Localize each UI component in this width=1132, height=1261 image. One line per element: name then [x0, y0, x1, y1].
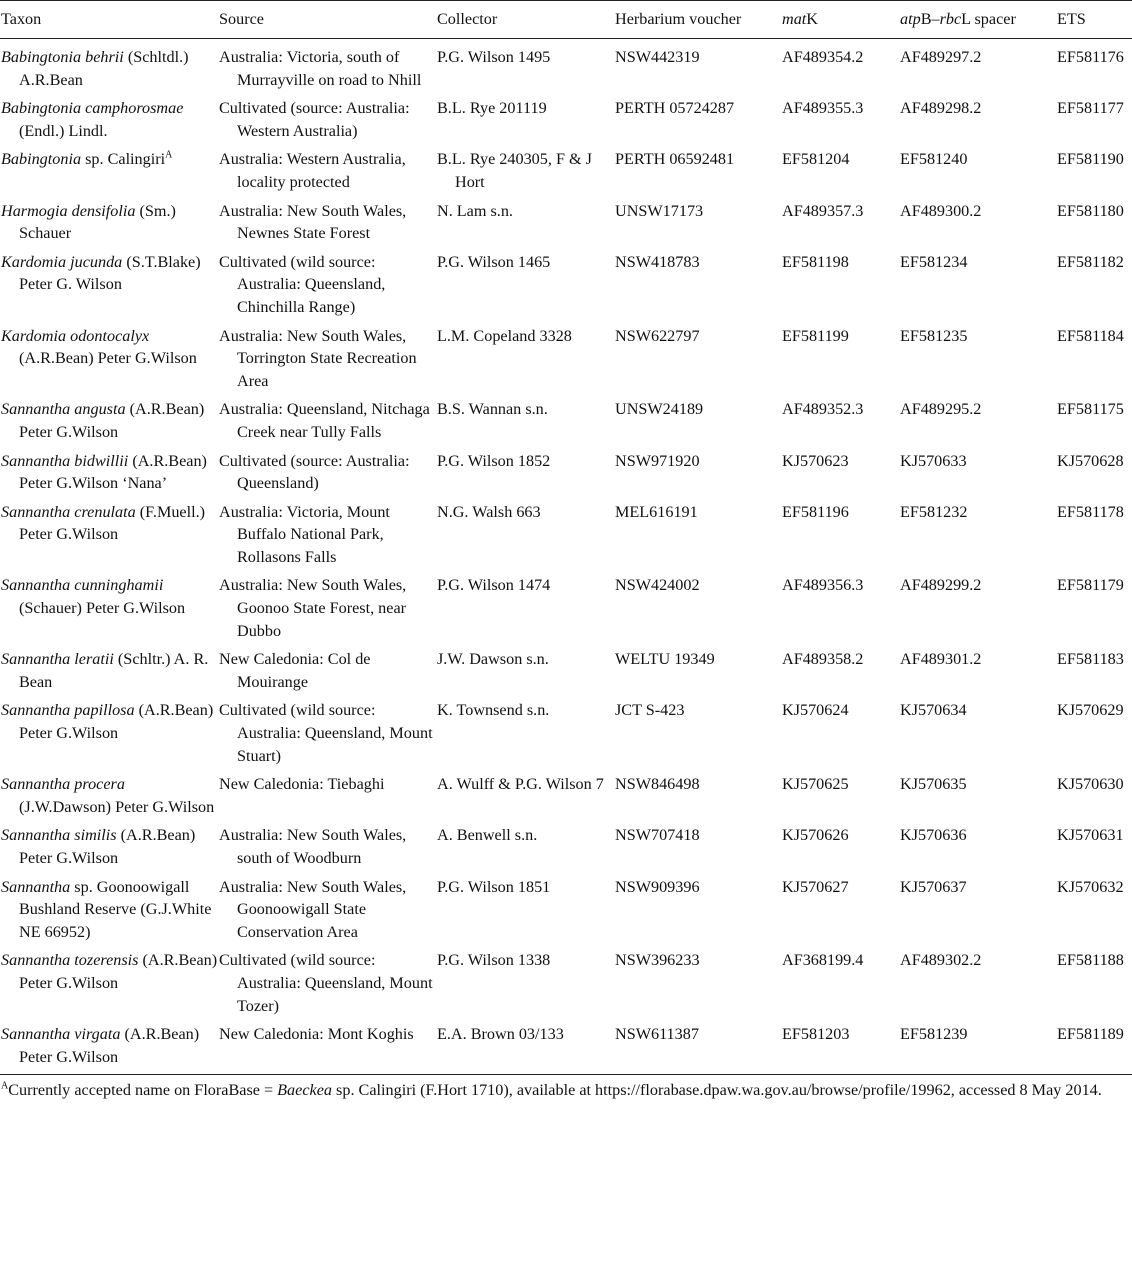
footnote-text-after: sp. Calingiri (F.Hort 1710), available at https://florabase.dpaw.wa.gov.au/browse/profile/19962, accessed 8 May 2014. [332, 1081, 1102, 1100]
taxon-author: (Schauer) Peter G.Wilson [19, 599, 186, 618]
header-source: Source [218, 1, 436, 39]
cell-atpb-rbcl: EF581235 [900, 326, 968, 345]
taxon-genus: Sannantha [1, 951, 71, 970]
taxon-name [1, 824, 218, 869]
cell-source [218, 444, 436, 495]
cell-herbarium-voucher: NSW442319 [615, 48, 700, 66]
cell-source-text: Australia: Victoria, Mount Buffalo National Park, Rollasons Falls [219, 502, 390, 566]
taxon-epithet: procera [74, 775, 125, 794]
header-matk-rest: K [806, 10, 818, 29]
cell-source-text: Australia: Western Australia, locality protected [219, 150, 406, 191]
taxon-epithet: cunninghamii [74, 576, 164, 595]
taxon-author: (A.R.Bean) Peter G.Wilson [19, 951, 218, 992]
taxon-genus: Harmogia [1, 201, 68, 220]
table-row [0, 568, 1132, 642]
cell-source [218, 767, 436, 818]
cell-taxon [0, 319, 218, 393]
cell-atpb-rbcl: AF489300.2 [900, 201, 982, 220]
cell-source-text: Australia: New South Wales, Goonoowigall State Conservation Area [219, 877, 407, 941]
cell-collector [436, 818, 614, 869]
cell-herbarium-voucher: NSW611387 [614, 1017, 781, 1075]
cell-source-text: Australia: Queensland, Nitchaga Creek near Tully Falls [219, 400, 430, 441]
taxon-name [1, 648, 218, 693]
cell-collector-text: K. Townsend s.n. [437, 701, 550, 720]
taxon-genus: Babingtonia [1, 150, 82, 169]
cell-collector-text: P.G. Wilson 1474 [437, 576, 551, 595]
cell-source [218, 91, 436, 142]
cell-matk: KJ570627 [782, 877, 849, 896]
cell-source-text: Australia: New South Wales, Torrington State Recreation Area [219, 326, 417, 390]
cell-atpb-rbcl: KJ570635 [900, 775, 967, 794]
cell-source-text: New Caledonia: Mont Koghis [219, 1025, 414, 1044]
taxon-epithet: densifolia [71, 201, 136, 220]
cell-collector [436, 767, 614, 818]
footnote-marker: A [1, 1080, 9, 1092]
header-row [0, 1, 1132, 39]
cell-source-text: Australia: New South Wales, south of Woodburn [219, 826, 407, 867]
cell-atpb-rbcl: EF581239 [899, 1017, 1056, 1075]
cell-source [218, 495, 436, 569]
cell-taxon [0, 392, 218, 443]
cell-matk: EF581198 [782, 252, 849, 271]
cell-ets: EF581188 [1057, 951, 1124, 970]
cell-atpb-rbcl: AF489301.2 [900, 650, 982, 669]
cell-collector-text: B.L. Rye 201119 [437, 99, 547, 118]
cell-collector-text: P.G. Wilson 1465 [437, 252, 551, 271]
cell-matk: AF489356.3 [782, 576, 864, 595]
cell-taxon [0, 870, 218, 944]
cell-taxon [0, 642, 218, 693]
cell-source-text: Cultivated (wild source: Australia: Queensland, Mount Tozer) [219, 951, 433, 1015]
cell-taxon [0, 444, 218, 495]
header-matk [781, 1, 899, 39]
taxon-genus: Sannantha [1, 775, 71, 794]
taxon-author: (A.R.Bean) Peter G.Wilson [19, 400, 205, 441]
cell-atpb-rbcl: EF581234 [900, 252, 968, 271]
cell-collector [436, 91, 614, 142]
taxon-author: (S.T.Blake) Peter G. Wilson [19, 252, 201, 294]
cell-collector-text: P.G. Wilson 1495 [437, 48, 551, 66]
taxon-name [1, 251, 218, 296]
taxon-name [1, 699, 218, 744]
taxon-epithet: virgata [74, 1025, 121, 1044]
header-rbc-rest: L spacer [961, 10, 1016, 29]
taxon-name [1, 148, 218, 171]
cell-atpb-rbcl: AF489299.2 [900, 576, 982, 595]
cell-matk: AF489354.2 [782, 48, 864, 66]
cell-matk: KJ570626 [782, 826, 849, 845]
taxon-name [1, 46, 218, 91]
taxon-author: (A.R.Bean) Peter G.Wilson [19, 701, 214, 743]
table-row [0, 818, 1132, 869]
cell-collector-text: J.W. Dawson s.n. [437, 650, 549, 669]
table-row [0, 495, 1132, 569]
taxon-genus: Sannantha [1, 576, 71, 595]
taxon-author: sp. Goonoowigall Bushland Reserve (G.J.White NE 66952) [19, 877, 212, 941]
taxon-genus: Kardomia [1, 326, 67, 345]
cell-source-text: New Caledonia: Col de Mouirange [219, 650, 371, 691]
cell-ets: EF581190 [1057, 150, 1124, 169]
cell-taxon [0, 693, 218, 767]
cell-matk: KJ570623 [782, 451, 849, 470]
cell-atpb-rbcl: EF581240 [900, 150, 968, 169]
header-atp-rest: B– [920, 10, 940, 29]
cell-source [218, 392, 436, 443]
taxon-genus: Sannantha [1, 502, 71, 521]
cell-taxon [0, 495, 218, 569]
taxon-name [1, 398, 218, 443]
table-row [0, 245, 1132, 319]
taxon-name [1, 574, 218, 619]
cell-collector-text: N.G. Walsh 663 [437, 502, 541, 521]
taxon-epithet: crenulata [74, 502, 136, 521]
cell-source [218, 642, 436, 693]
cell-herbarium-voucher: NSW909396 [615, 877, 700, 896]
table-row [0, 870, 1132, 944]
cell-collector-text: B.L. Rye 240305, F & J Hort [437, 150, 592, 191]
table-body [0, 39, 1132, 1075]
cell-taxon [0, 142, 218, 193]
taxon-genus: Sannantha [1, 877, 71, 896]
cell-matk: AF489352.3 [782, 400, 864, 419]
cell-collector [436, 870, 614, 944]
taxon-author: (Endl.) Lindl. [19, 121, 108, 140]
cell-collector-text: E.A. Brown 03/133 [437, 1025, 564, 1044]
cell-matk: EF581203 [781, 1017, 899, 1075]
taxon-epithet: tozerensis [74, 951, 139, 970]
cell-ets: EF581179 [1057, 576, 1124, 595]
cell-collector [436, 39, 614, 92]
cell-herbarium-voucher: UNSW24189 [615, 400, 704, 419]
cell-herbarium-voucher: NSW707418 [615, 826, 700, 845]
header-matk-italic: mat [782, 10, 807, 29]
cell-ets: EF581180 [1057, 201, 1124, 220]
taxon-epithet: angusta [74, 400, 126, 419]
cell-taxon [0, 818, 218, 869]
cell-ets: EF581184 [1057, 326, 1124, 345]
cell-matk: EF581204 [782, 150, 850, 169]
taxon-genus: Babingtonia [1, 99, 82, 118]
table-row [0, 39, 1132, 92]
cell-collector-text: P.G. Wilson 1852 [437, 451, 551, 470]
cell-atpb-rbcl: KJ570633 [900, 451, 967, 470]
cell-collector [436, 245, 614, 319]
taxon-author: (A.R.Bean) Peter G.Wilson ‘Nana’ [19, 451, 207, 493]
cell-source [218, 568, 436, 642]
table-row [0, 392, 1132, 443]
cell-taxon [0, 943, 218, 1017]
cell-herbarium-voucher: MEL616191 [615, 502, 698, 521]
header-taxon: Taxon [0, 1, 218, 39]
cell-collector-text: N. Lam s.n. [437, 201, 513, 220]
cell-herbarium-voucher: NSW846498 [615, 775, 700, 794]
taxon-author: (A.R.Bean) Peter G.Wilson [19, 349, 197, 368]
cell-herbarium-voucher: NSW622797 [615, 326, 700, 345]
cell-herbarium-voucher: NSW971920 [615, 451, 700, 470]
cell-source [218, 245, 436, 319]
cell-source [218, 693, 436, 767]
cell-matk: AF489355.3 [782, 99, 864, 118]
taxon-genus: Sannantha [1, 400, 71, 419]
cell-taxon [0, 91, 218, 142]
header-herbarium-voucher: Herbarium voucher [614, 1, 781, 39]
taxon-author: (F.Muell.) Peter G.Wilson [19, 502, 206, 544]
cell-ets: EF581175 [1057, 400, 1124, 419]
table-header [0, 1, 1132, 39]
cell-atpb-rbcl: KJ570636 [900, 826, 967, 845]
cell-source-text: Cultivated (wild source: Australia: Queensland, Chinchilla Range) [219, 252, 386, 316]
cell-herbarium-voucher: NSW424002 [615, 576, 700, 595]
cell-matk: AF368199.4 [782, 951, 864, 970]
cell-atpb-rbcl: KJ570634 [900, 701, 967, 720]
cell-source [218, 870, 436, 944]
cell-herbarium-voucher: PERTH 05724287 [615, 99, 735, 118]
cell-collector-text: B.S. Wannan s.n. [437, 400, 548, 419]
cell-matk: EF581199 [782, 326, 849, 345]
cell-source [218, 39, 436, 92]
cell-source-text: Australia: New South Wales, Goonoo State Forest, near Dubbo [219, 576, 407, 640]
cell-herbarium-voucher: NSW396233 [615, 951, 700, 970]
taxon-author: (A.R.Bean) Peter G.Wilson [19, 1025, 200, 1066]
taxon-epithet: jucunda [70, 252, 123, 271]
cell-source-text: Australia: Victoria, south of Murrayville on road to Nhill [219, 48, 422, 89]
cell-collector [436, 568, 614, 642]
cell-source [218, 319, 436, 393]
cell-atpb-rbcl: AF489295.2 [900, 400, 982, 419]
cell-matk: AF489357.3 [782, 201, 864, 220]
taxon-genus: Sannantha [1, 650, 71, 669]
table-row [0, 943, 1132, 1017]
taxon-genus: Kardomia [1, 252, 67, 271]
cell-atpb-rbcl: AF489298.2 [900, 99, 982, 118]
cell-ets: KJ570628 [1057, 451, 1124, 470]
cell-ets: EF581183 [1057, 650, 1124, 669]
cell-herbarium-voucher: NSW418783 [615, 252, 700, 271]
cell-herbarium-voucher: WELTU 19349 [615, 650, 715, 669]
taxon-genus: Babingtonia [1, 48, 82, 66]
cell-taxon [0, 39, 218, 92]
cell-source [218, 142, 436, 193]
cell-ets: KJ570630 [1057, 775, 1124, 794]
cell-collector [436, 642, 614, 693]
taxon-name [1, 876, 218, 944]
taxon-author: (Schltr.) A. R. Bean [19, 650, 209, 691]
taxon-genus: Sannantha [1, 1025, 71, 1044]
table-row [0, 319, 1132, 393]
cell-matk: AF489358.2 [782, 650, 864, 669]
taxon-name [1, 325, 218, 370]
cell-source [218, 943, 436, 1017]
cell-taxon [0, 767, 218, 818]
cell-ets: EF581182 [1057, 252, 1124, 271]
header-ets: ETS [1056, 1, 1132, 39]
taxon-name [1, 450, 218, 495]
taxon-epithet: camphorosmae [85, 99, 184, 118]
cell-ets: EF581177 [1057, 99, 1124, 118]
taxon-genus: Sannantha [1, 451, 71, 470]
cell-collector-text: A. Wulff & P.G. Wilson 7 [437, 775, 604, 794]
taxon-epithet: bidwillii [74, 451, 129, 470]
cell-collector [436, 444, 614, 495]
table-row [0, 1017, 1132, 1075]
table-row [0, 91, 1132, 142]
taxon-author: (A.R.Bean) Peter G.Wilson [19, 826, 196, 867]
cell-collector-text: A. Benwell s.n. [437, 826, 538, 845]
header-atp-italic: atp [900, 10, 921, 29]
cell-taxon [0, 1017, 218, 1075]
taxon-epithet: leratii [74, 650, 114, 669]
taxon-epithet: papillosa [74, 701, 135, 720]
cell-ets: EF581178 [1057, 502, 1124, 521]
cell-source-text: New Caledonia: Tiebaghi [219, 775, 385, 794]
cell-matk: EF581196 [782, 502, 849, 521]
cell-collector [436, 943, 614, 1017]
header-rbc-italic: rbc [939, 10, 962, 29]
taxon-name [1, 97, 218, 142]
cell-atpb-rbcl: KJ570637 [900, 877, 967, 896]
cell-ets: KJ570631 [1057, 826, 1124, 845]
cell-ets: EF581189 [1056, 1017, 1132, 1075]
taxon-author: (J.W.Dawson) Peter G.Wilson [19, 797, 215, 816]
cell-collector [436, 1017, 614, 1075]
cell-collector [436, 194, 614, 245]
cell-herbarium-voucher: JCT S-423 [615, 701, 685, 720]
taxon-epithet: behrii [85, 48, 124, 66]
footnote-text [1, 1079, 1132, 1102]
table-row [0, 767, 1132, 818]
cell-taxon [0, 194, 218, 245]
taxon-name [1, 773, 218, 818]
taxon-author: (Schltdl.) A.R.Bean [19, 48, 189, 89]
table-footnote [0, 1075, 1132, 1102]
cell-source-text: Cultivated (wild source: Australia: Queensland, Mount Stuart) [219, 701, 433, 765]
taxon-epithet: odontocalyx [70, 326, 150, 345]
cell-source-text: Australia: New South Wales, Newnes State Forest [219, 201, 407, 243]
cell-collector-text: P.G. Wilson 1851 [437, 877, 551, 896]
cell-collector-text: L.M. Copeland 3328 [437, 326, 572, 345]
header-collector: Collector [436, 1, 614, 39]
taxon-genus: Sannantha [1, 701, 71, 720]
cell-atpb-rbcl: AF489302.2 [900, 951, 982, 970]
taxon-genus: Sannantha [1, 826, 71, 845]
cell-source [218, 1017, 436, 1075]
footnote-genus: Baeckea [277, 1081, 332, 1100]
cell-source-text: Cultivated (source: Australia: Western Australia) [219, 99, 410, 140]
header-atpb-rbcl-spacer [899, 1, 1056, 39]
table-row [0, 194, 1132, 245]
taxon-name [1, 200, 218, 245]
table-row [0, 444, 1132, 495]
taxon-epithet: similis [74, 826, 117, 845]
cell-ets: KJ570632 [1057, 877, 1124, 896]
table-row [0, 142, 1132, 193]
taxon-footnote-marker: A [165, 149, 173, 161]
cell-collector [436, 142, 614, 193]
cell-source [218, 194, 436, 245]
cell-atpb-rbcl: AF489297.2 [900, 48, 982, 66]
table-row [0, 693, 1132, 767]
cell-collector [436, 693, 614, 767]
cell-collector [436, 319, 614, 393]
cell-source-text: Cultivated (source: Australia: Queensland) [219, 451, 410, 493]
taxon-name [1, 949, 218, 994]
table-row [0, 642, 1132, 693]
footnote-text-before: Currently accepted name on FloraBase = [8, 1081, 278, 1100]
cell-taxon [0, 245, 218, 319]
cell-atpb-rbcl: EF581232 [900, 502, 968, 521]
cell-source [218, 818, 436, 869]
cell-collector-text: P.G. Wilson 1338 [437, 951, 551, 970]
cell-herbarium-voucher: UNSW17173 [615, 201, 704, 220]
cell-collector [436, 392, 614, 443]
taxon-author: sp. Calingiri [81, 150, 166, 169]
cell-matk: KJ570625 [782, 775, 849, 794]
taxon-author: (Sm.) Schauer [19, 201, 176, 243]
cell-matk: KJ570624 [782, 701, 849, 720]
cell-ets: EF581176 [1057, 48, 1124, 66]
cell-collector [436, 495, 614, 569]
cell-ets: KJ570629 [1057, 701, 1124, 720]
cell-taxon [0, 568, 218, 642]
taxon-name [1, 1023, 218, 1068]
cell-herbarium-voucher: PERTH 06592481 [615, 150, 735, 169]
taxon-name [1, 501, 218, 546]
